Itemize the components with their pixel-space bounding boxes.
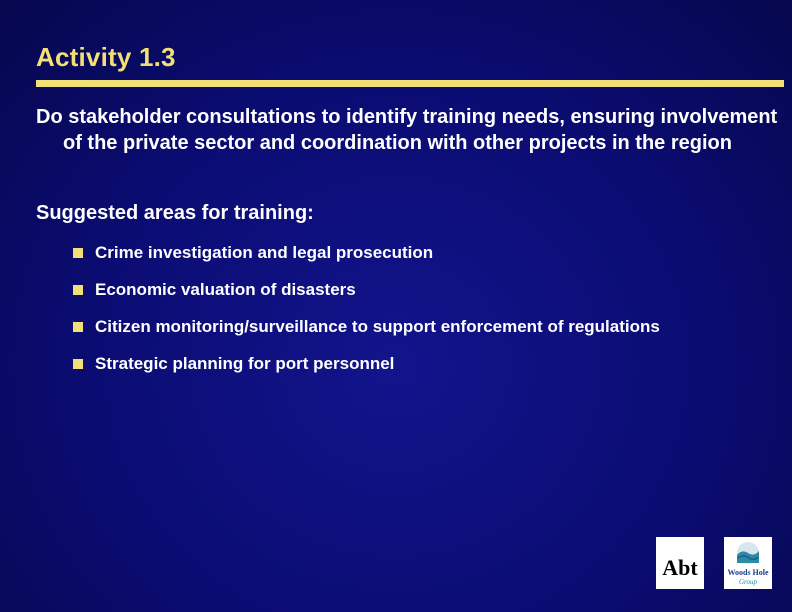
square-bullet-icon [73, 359, 83, 369]
list-item [73, 316, 693, 337]
main-text: Do stakeholder consultations to identify training needs, ensuring involvement of the private sector and coordination with other projects in the region [36, 106, 778, 154]
abt-logo-mark [656, 537, 704, 589]
woods-hole-logo-mark [724, 537, 772, 589]
list-item-text: Crime investigation and legal prosecution [95, 243, 434, 262]
square-bullet-icon [73, 248, 83, 258]
slide-title: Activity 1.3 [36, 42, 176, 72]
list-item [73, 242, 693, 263]
list-item-text: Strategic planning for port personnel [95, 354, 395, 373]
square-bullet-icon [73, 285, 83, 295]
abt-logo [656, 537, 704, 589]
list-item-text: Citizen monitoring/surveillance to support enforcement of regulations [95, 317, 660, 336]
list-item [73, 279, 693, 300]
abt-logo-text: Abt [662, 555, 698, 580]
woods-hole-logo-text: Woods Hole [727, 568, 769, 577]
training-areas-list [73, 242, 693, 390]
list-item [73, 353, 693, 374]
woods-hole-logo-subtext: Group [738, 578, 758, 586]
sub-heading: Suggested areas for training: [36, 202, 314, 224]
title-rule [36, 80, 784, 87]
woods-hole-group-logo [724, 537, 772, 589]
square-bullet-icon [73, 322, 83, 332]
list-item-text: Economic valuation of disasters [95, 280, 356, 299]
